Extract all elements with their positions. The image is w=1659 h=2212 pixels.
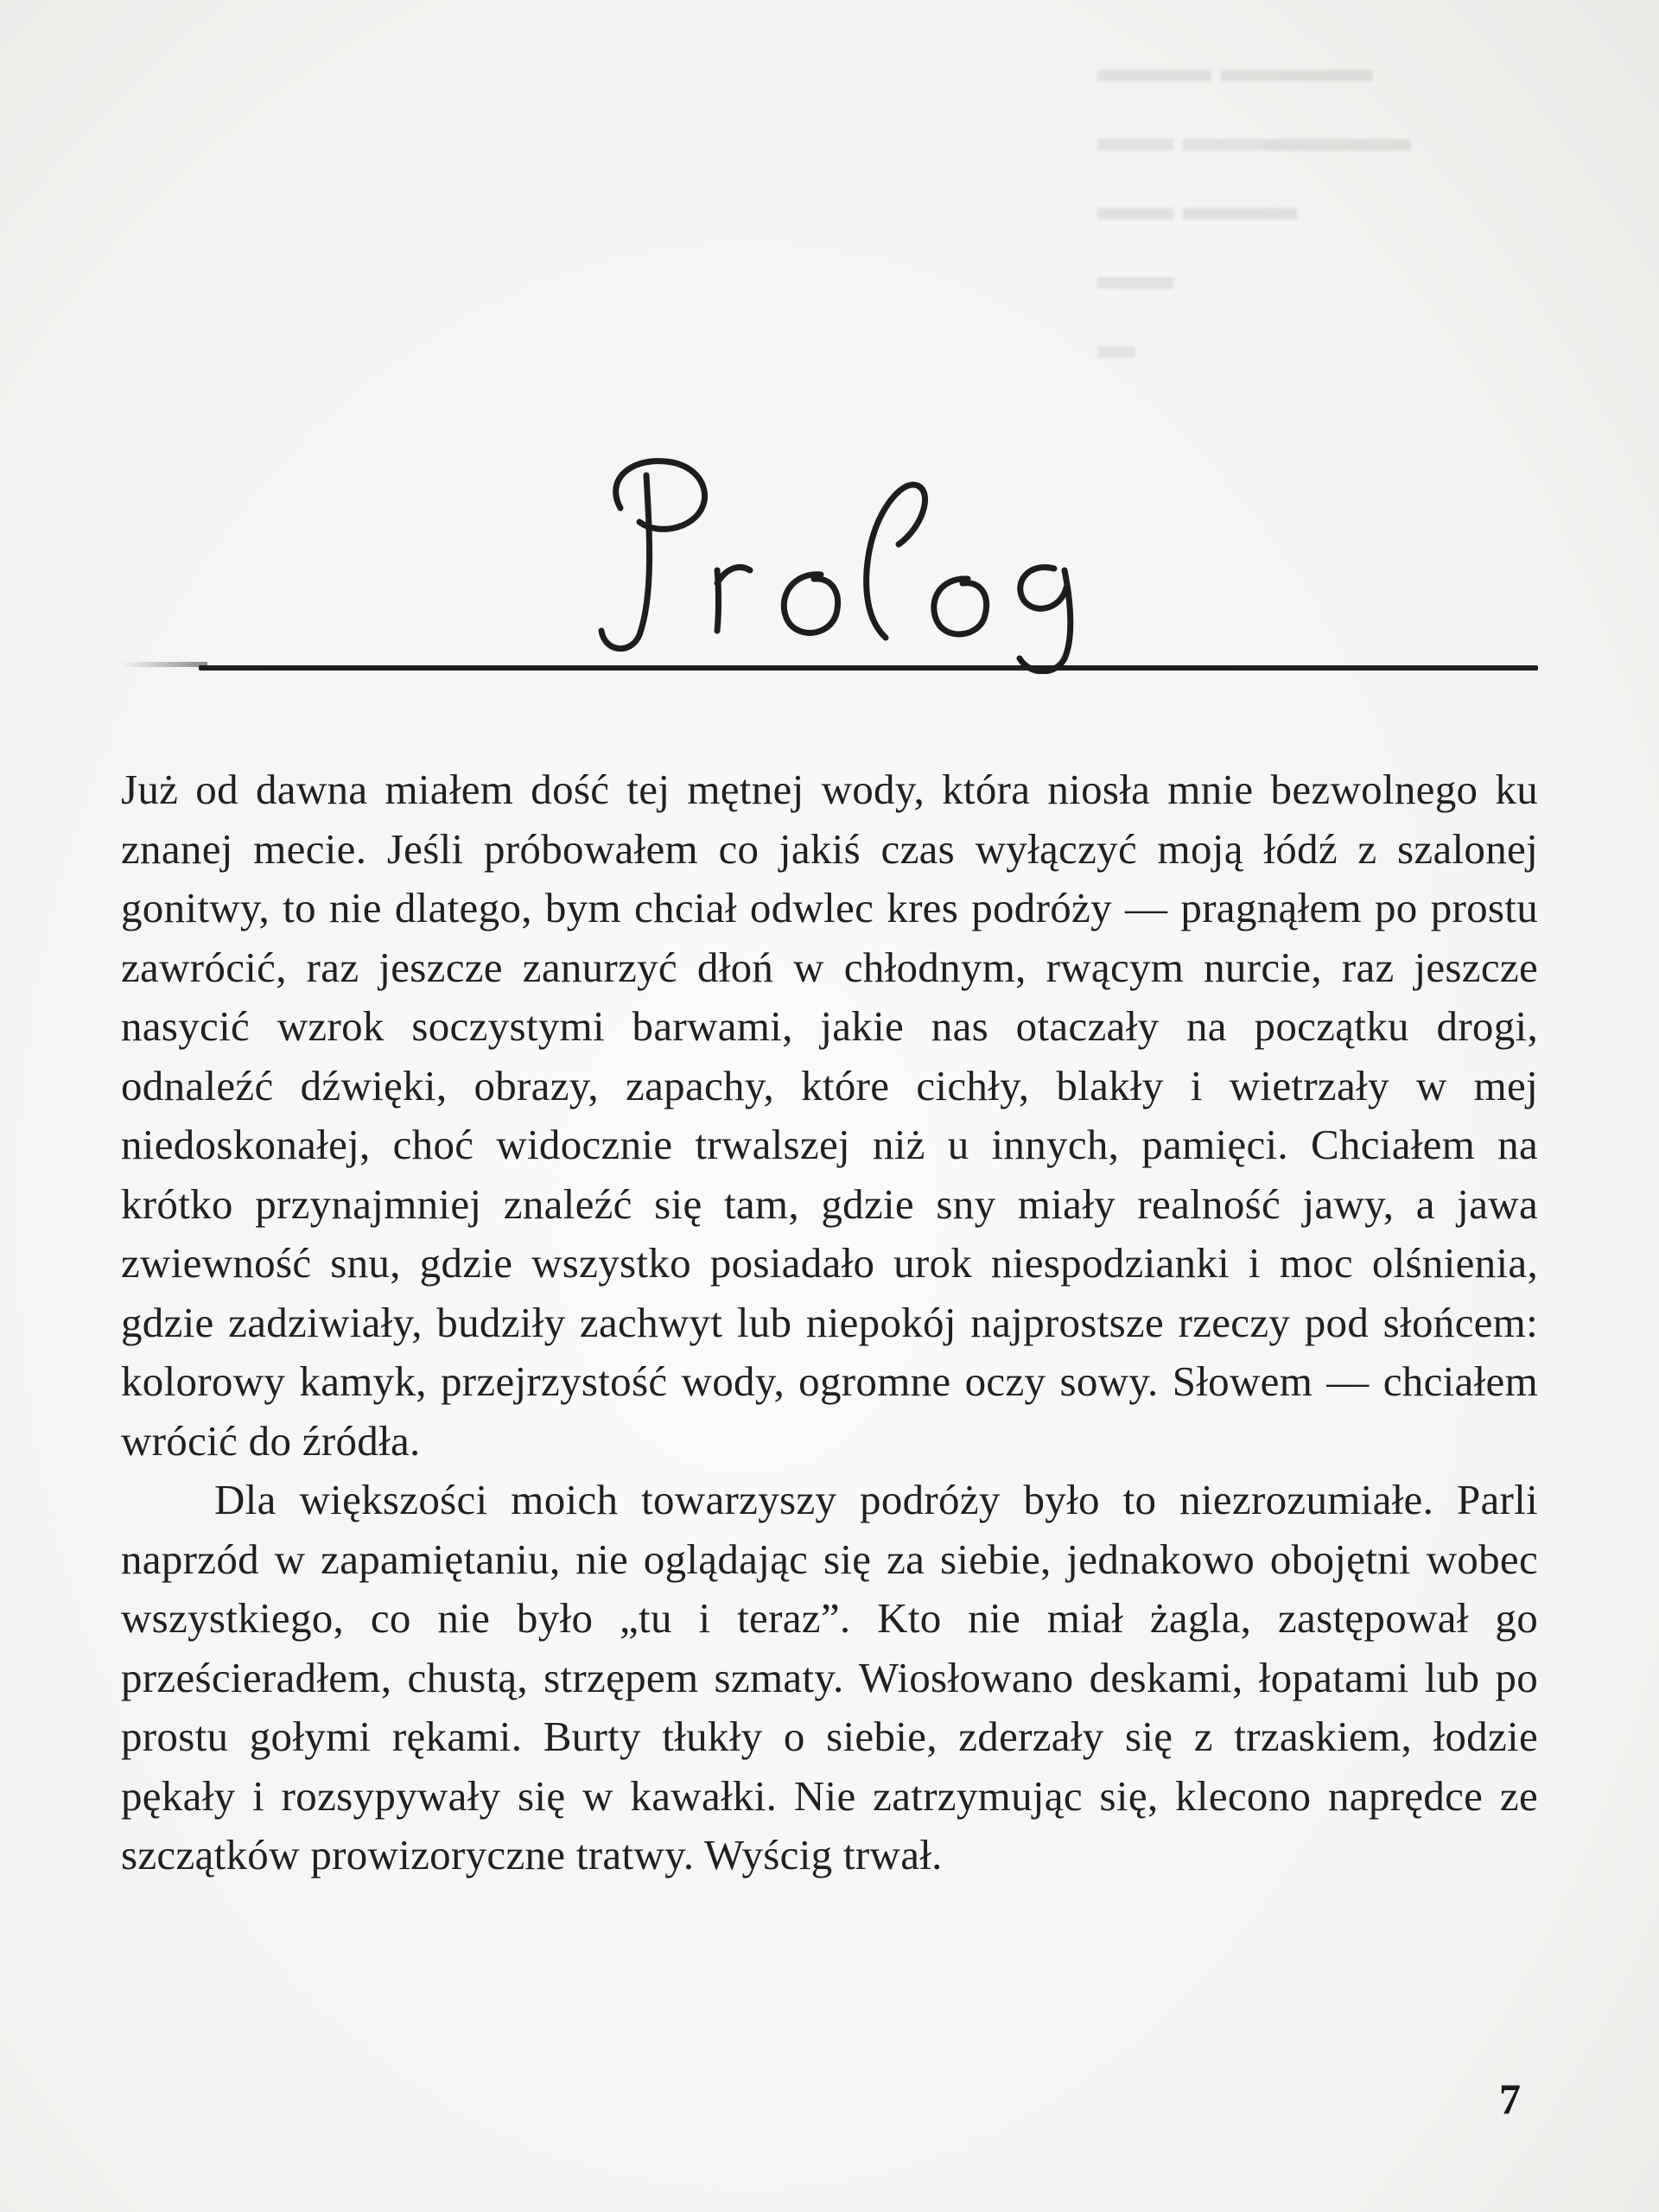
page-number: 7 xyxy=(1499,2075,1521,2123)
title-rule-fade xyxy=(121,662,207,667)
paragraph: Już od dawna miałem dość tej mętnej wody, która niosła mnie bezwolnego ku znanej mecie. Jeśli próbowałem co jakiś czas wyłączyć moją łódź z szalonej gonitwy, to nie dlatego, bym chciał odwlec kres podróży — pragnąłem po prostu zawrócić, raz jeszcze zanurzyć dłoń w chłodnym, rwącym nurcie, raz jeszcze nasycić wzrok soczystymi barwami, jakie nas otaczały na początku drogi, odnaleźć dźwięki, obrazy, zapachy, które cichły, blakły i wietrzały w mej niedoskonałej, choć widocznie trwalszej niż u innych, pamięci. Chciałem na krótko przynajmniej znaleźć się tam, gdzie sny miały realność jawy, a jawa zwiewność snu, gdzie wszystko posiadało urok niespodzianki i moc olśnienia, gdzie zadziwiały, budziły zachwyt lub niepokój najprostsze rzeczy pod słońcem: kolorowy kamyk, przejrzystość wody, ogromne oczy sowy. Słowem — chciałem wrócić do źródła. xyxy=(121,766,1538,1465)
bleed-through-text: ▬▬▬▬ ▬▬▬ ▬▬▬▬▬▬ ▬▬ ▬▬▬ ▬▬ ▬▬ ▬ xyxy=(1097,48,1411,366)
title-underline-rule xyxy=(199,665,1538,671)
chapter-title xyxy=(0,432,1659,674)
paragraph: Dla większości moich towarzyszy podróży było to niezrozumiałe. Parli naprzód w zapamiętaniu, nie oglądając się za siebie, jednakowo obojętni wobec wszystkiego, co nie było „tu i teraz”. Kto nie miał żagla, zastępował go prześcieradłem, chustą, strzępem szmaty. Wiosłowano deskami, łopatami lub po prostu gołymi rękami. Burty tłukły o siebie, zderzały się z trzaskiem, łodzie pękały i rozsypywały się w kawałki. Nie zatrzymując się, klecono naprędce ze szczątków prowizoryczne tratwy. Wyścig trwał. xyxy=(121,1476,1538,1878)
chapter-title-handwritten xyxy=(570,432,1089,674)
body-text xyxy=(121,760,1538,1885)
